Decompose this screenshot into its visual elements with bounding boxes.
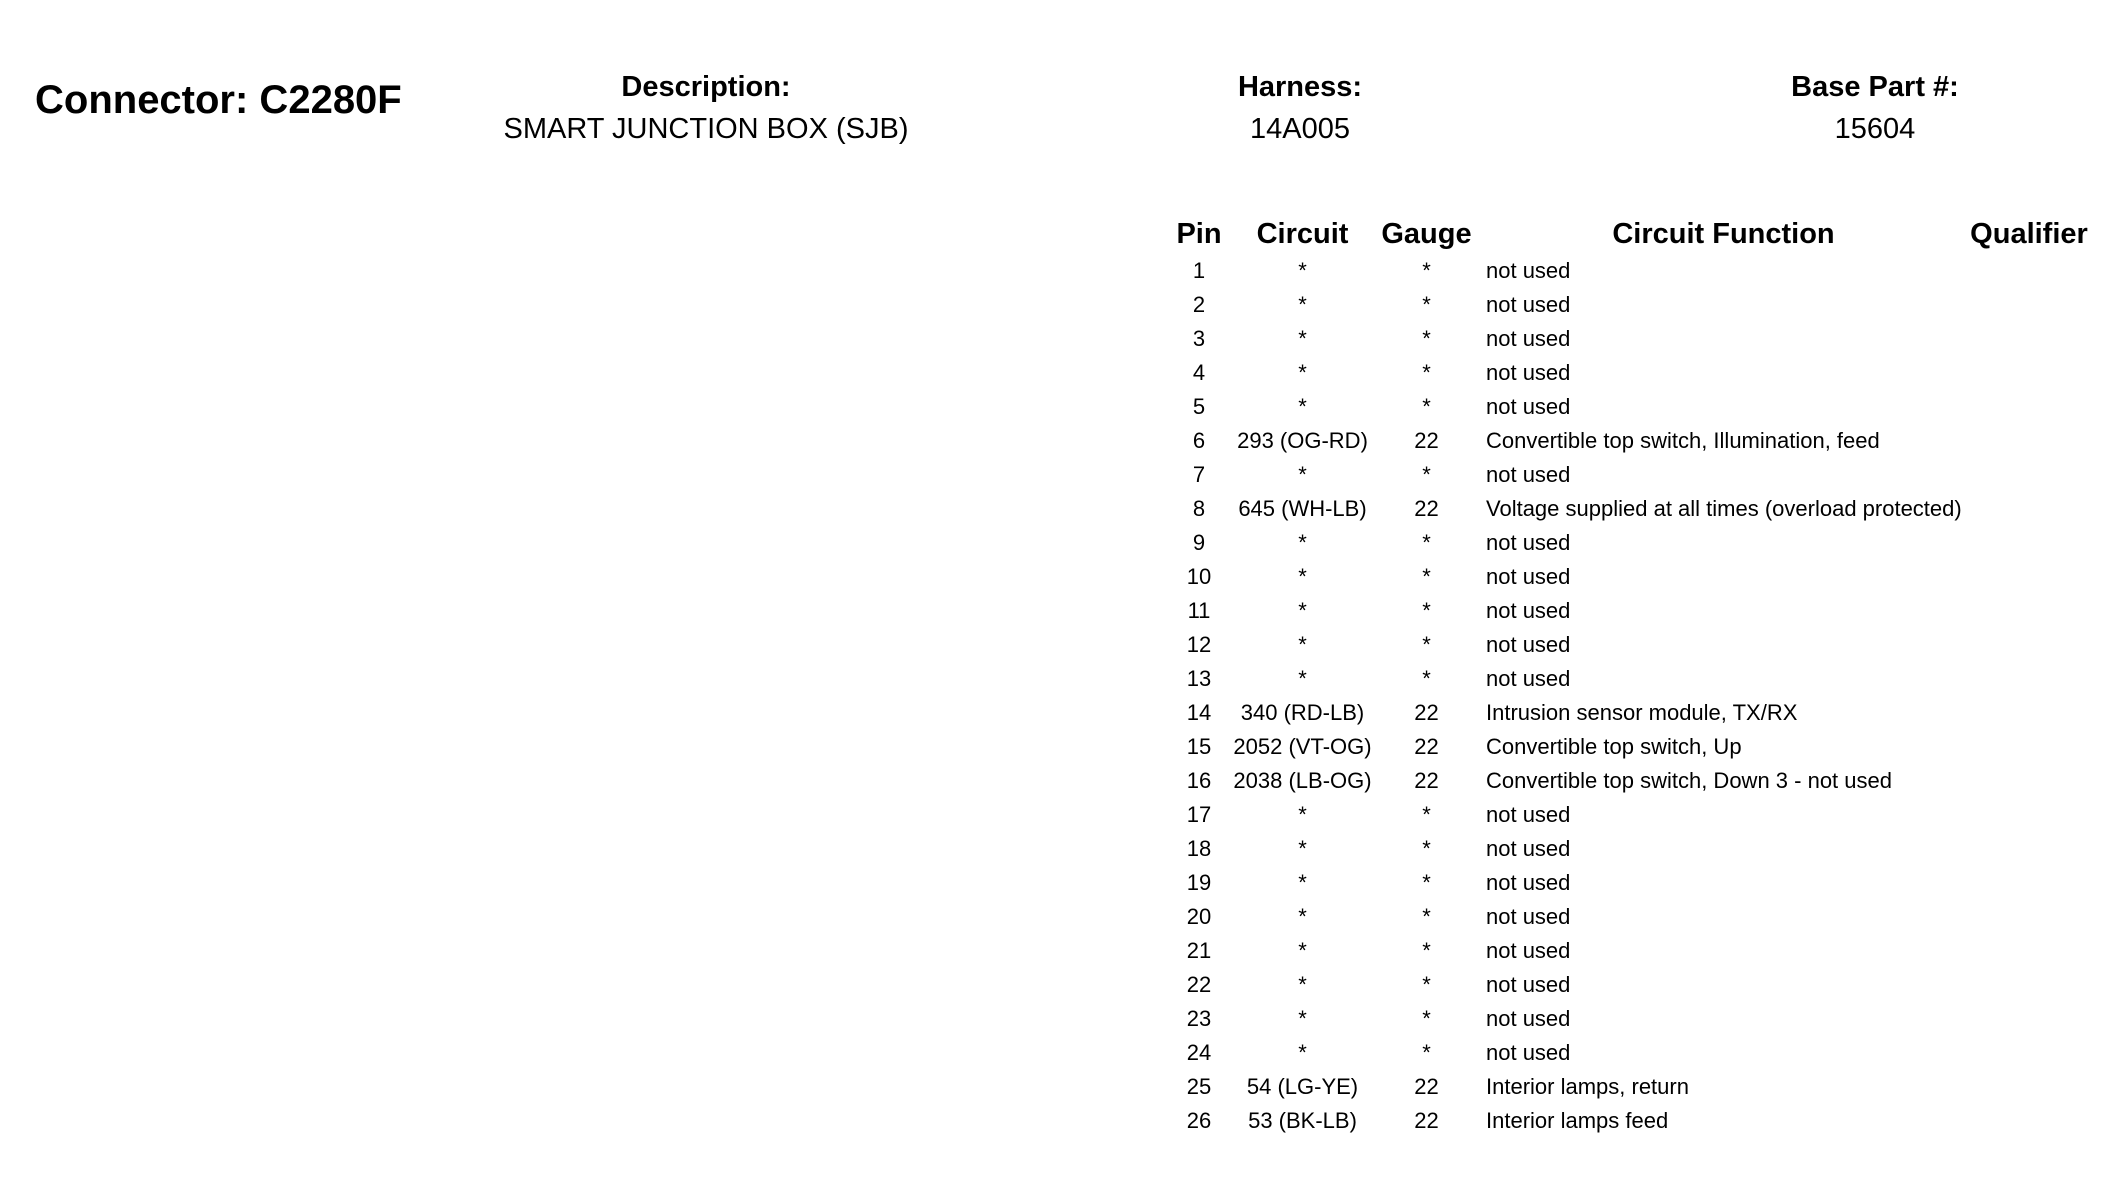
- pin-cell: 25: [1186, 1074, 1212, 1099]
- qualifier-cell: [1969, 288, 2089, 322]
- table-row: [1168, 492, 2089, 526]
- gauge-cell: *: [1422, 1006, 1431, 1031]
- table-row: [1168, 934, 2089, 968]
- circuit-cell: *: [1298, 802, 1307, 827]
- table-row: [1168, 254, 2089, 288]
- circuit-function-cell: not used: [1486, 870, 1571, 895]
- circuit-cell: *: [1298, 462, 1307, 487]
- circuit-cell: *: [1298, 632, 1307, 657]
- pin-cell: 14: [1186, 700, 1212, 725]
- qualifier-cell: [1969, 968, 2089, 1002]
- gauge-cell: *: [1422, 632, 1431, 657]
- table-row: [1168, 1002, 2089, 1036]
- qualifier-cell: [1969, 832, 2089, 866]
- table-row: [1168, 356, 2089, 390]
- pin-cell: 19: [1186, 870, 1212, 895]
- table-row: [1168, 798, 2089, 832]
- pin-cell: 5: [1192, 394, 1206, 419]
- circuit-cell: *: [1298, 904, 1307, 929]
- circuit-cell: 2038 (LB-OG): [1233, 768, 1372, 793]
- pin-cell: 17: [1186, 802, 1212, 827]
- circuit-function-cell: not used: [1486, 598, 1571, 623]
- circuit-cell: *: [1298, 938, 1307, 963]
- gauge-cell: *: [1422, 1040, 1431, 1065]
- pin-cell: 24: [1186, 1040, 1212, 1065]
- circuit-function-cell: not used: [1486, 972, 1571, 997]
- circuit-function-cell: Interior lamps feed: [1486, 1108, 1669, 1133]
- circuit-function-cell: Convertible top switch, Down 3 - not used: [1486, 768, 1892, 793]
- circuit-function-cell: Voltage supplied at all times (overload protected): [1486, 496, 1962, 521]
- gauge-cell: 22: [1414, 768, 1439, 793]
- table-row: [1168, 900, 2089, 934]
- gauge-cell: *: [1422, 972, 1431, 997]
- pin-cell: 6: [1192, 428, 1206, 453]
- qualifier-cell: [1969, 764, 2089, 798]
- circuit-function-cell: not used: [1486, 666, 1571, 691]
- circuit-function-cell: Interior lamps, return: [1486, 1074, 1689, 1099]
- gauge-cell: *: [1422, 258, 1431, 283]
- gauge-cell: *: [1422, 326, 1431, 351]
- gauge-cell: 22: [1414, 496, 1439, 521]
- pin-cell: 12: [1186, 632, 1212, 657]
- circuit-function-cell: not used: [1486, 360, 1571, 385]
- circuit-cell: *: [1298, 666, 1307, 691]
- qualifier-cell: [1969, 254, 2089, 288]
- circuit-function-cell: not used: [1486, 258, 1571, 283]
- gauge-cell: *: [1422, 462, 1431, 487]
- pin-cell: 8: [1192, 496, 1206, 521]
- gauge-cell: *: [1422, 394, 1431, 419]
- circuit-function-cell: not used: [1486, 904, 1571, 929]
- circuit-cell: 2052 (VT-OG): [1233, 734, 1372, 759]
- circuit-function-cell: not used: [1486, 564, 1571, 589]
- table-row: [1168, 628, 2089, 662]
- circuit-cell: *: [1298, 292, 1307, 317]
- base-part-label: Base Part #:: [1791, 71, 1959, 103]
- pin-cell: 21: [1186, 938, 1212, 963]
- table-row: [1168, 560, 2089, 594]
- gauge-cell: *: [1422, 870, 1431, 895]
- table-row: [1168, 1036, 2089, 1070]
- qualifier-cell: [1969, 492, 2089, 526]
- circuit-cell: *: [1298, 564, 1307, 589]
- table-header-row: [1168, 214, 2089, 254]
- qualifier-cell: [1969, 900, 2089, 934]
- pin-cell: 20: [1186, 904, 1212, 929]
- circuit-function-cell: Intrusion sensor module, TX/RX: [1486, 700, 1798, 725]
- circuit-cell: 340 (RD-LB): [1240, 700, 1365, 725]
- qualifier-cell: [1969, 662, 2089, 696]
- table-row: [1168, 322, 2089, 356]
- gauge-cell: 22: [1414, 428, 1439, 453]
- circuit-function-cell: not used: [1486, 292, 1571, 317]
- circuit-function-cell: not used: [1486, 462, 1571, 487]
- pin-cell: 23: [1186, 1006, 1212, 1031]
- table-row: [1168, 458, 2089, 492]
- circuit-function-cell: Convertible top switch, Up: [1486, 734, 1742, 759]
- header-pin: Pin: [1176, 217, 1222, 250]
- gauge-cell: *: [1422, 564, 1431, 589]
- qualifier-cell: [1969, 696, 2089, 730]
- circuit-function-cell: not used: [1486, 530, 1571, 555]
- circuit-cell: *: [1298, 870, 1307, 895]
- header-qualifier: Qualifier: [1970, 217, 2088, 250]
- connector-title: Connector: C2280F: [35, 78, 402, 122]
- pin-cell: 26: [1186, 1108, 1212, 1133]
- base-part-block: [1745, 68, 2005, 148]
- pinout-table: [1168, 214, 2089, 1138]
- qualifier-cell: [1969, 798, 2089, 832]
- table-row: [1168, 526, 2089, 560]
- qualifier-cell: [1969, 560, 2089, 594]
- pin-cell: 10: [1186, 564, 1212, 589]
- qualifier-cell: [1969, 1070, 2089, 1104]
- circuit-cell: *: [1298, 598, 1307, 623]
- circuit-cell: *: [1298, 258, 1307, 283]
- table-row: [1168, 1070, 2089, 1104]
- harness-block: [1180, 68, 1420, 148]
- circuit-function-cell: not used: [1486, 802, 1571, 827]
- circuit-function-cell: not used: [1486, 1006, 1571, 1031]
- harness-value: 14A005: [1250, 113, 1350, 145]
- qualifier-cell: [1969, 934, 2089, 968]
- gauge-cell: *: [1422, 836, 1431, 861]
- description-label: Description:: [621, 71, 791, 103]
- qualifier-cell: [1969, 322, 2089, 356]
- table-row: [1168, 662, 2089, 696]
- pin-cell: 13: [1186, 666, 1212, 691]
- header-gauge: Gauge: [1381, 217, 1472, 250]
- pin-cell: 1: [1192, 258, 1206, 283]
- gauge-cell: 22: [1414, 1074, 1439, 1099]
- table-row: [1168, 866, 2089, 900]
- table-body: [1168, 254, 2089, 1138]
- table-row: [1168, 968, 2089, 1002]
- qualifier-cell: [1969, 458, 2089, 492]
- gauge-cell: *: [1422, 530, 1431, 555]
- base-part-value: 15604: [1834, 113, 1916, 145]
- gauge-cell: *: [1422, 360, 1431, 385]
- circuit-cell: 293 (OG-RD): [1237, 428, 1368, 453]
- circuit-cell: *: [1298, 530, 1307, 555]
- qualifier-cell: [1969, 1104, 2089, 1138]
- table-row: [1168, 594, 2089, 628]
- gauge-cell: *: [1422, 666, 1431, 691]
- qualifier-cell: [1969, 866, 2089, 900]
- circuit-function-cell: not used: [1486, 632, 1571, 657]
- pin-cell: 4: [1192, 360, 1206, 385]
- circuit-cell: *: [1298, 360, 1307, 385]
- gauge-cell: *: [1422, 598, 1431, 623]
- circuit-function-cell: not used: [1486, 836, 1571, 861]
- header-circuit: Circuit: [1256, 217, 1349, 250]
- gauge-cell: *: [1422, 904, 1431, 929]
- pin-cell: 7: [1192, 462, 1206, 487]
- table-row: [1168, 832, 2089, 866]
- pin-cell: 15: [1186, 734, 1212, 759]
- table-row: [1168, 730, 2089, 764]
- circuit-function-cell: not used: [1486, 326, 1571, 351]
- circuit-cell: 54 (LG-YE): [1246, 1074, 1359, 1099]
- table-row: [1168, 390, 2089, 424]
- circuit-function-cell: not used: [1486, 1040, 1571, 1065]
- circuit-function-cell: not used: [1486, 938, 1571, 963]
- gauge-cell: *: [1422, 292, 1431, 317]
- qualifier-cell: [1969, 424, 2089, 458]
- circuit-cell: *: [1298, 836, 1307, 861]
- circuit-cell: *: [1298, 972, 1307, 997]
- table-row: [1168, 696, 2089, 730]
- qualifier-cell: [1969, 1036, 2089, 1070]
- qualifier-cell: [1969, 390, 2089, 424]
- circuit-function-cell: not used: [1486, 394, 1571, 419]
- table-row: [1168, 288, 2089, 322]
- qualifier-cell: [1969, 628, 2089, 662]
- pin-cell: 18: [1186, 836, 1212, 861]
- circuit-cell: 645 (WH-LB): [1238, 496, 1367, 521]
- harness-label: Harness:: [1237, 71, 1363, 103]
- table-row: [1168, 424, 2089, 458]
- pin-cell: 2: [1192, 292, 1206, 317]
- gauge-cell: 22: [1414, 700, 1439, 725]
- pin-cell: 16: [1186, 768, 1212, 793]
- circuit-cell: *: [1298, 326, 1307, 351]
- qualifier-cell: [1969, 356, 2089, 390]
- qualifier-cell: [1969, 594, 2089, 628]
- qualifier-cell: [1969, 1002, 2089, 1036]
- header-circuit-function: Circuit Function: [1612, 217, 1835, 250]
- pin-cell: 9: [1192, 530, 1206, 555]
- pin-cell: 11: [1187, 598, 1211, 623]
- gauge-cell: *: [1422, 938, 1431, 963]
- qualifier-cell: [1969, 526, 2089, 560]
- table-row: [1168, 764, 2089, 798]
- circuit-cell: *: [1298, 1040, 1307, 1065]
- circuit-cell: 53 (BK-LB): [1248, 1108, 1357, 1133]
- qualifier-cell: [1969, 730, 2089, 764]
- description-block: [486, 68, 926, 148]
- gauge-cell: *: [1422, 802, 1431, 827]
- circuit-cell: *: [1298, 394, 1307, 419]
- pin-cell: 22: [1186, 972, 1212, 997]
- table-row: [1168, 1104, 2089, 1138]
- pin-cell: 3: [1192, 326, 1206, 351]
- description-value: SMART JUNCTION BOX (SJB): [503, 113, 909, 145]
- gauge-cell: 22: [1414, 734, 1439, 759]
- circuit-cell: *: [1298, 1006, 1307, 1031]
- circuit-function-cell: Convertible top switch, Illumination, feed: [1486, 428, 1880, 453]
- gauge-cell: 22: [1414, 1108, 1439, 1133]
